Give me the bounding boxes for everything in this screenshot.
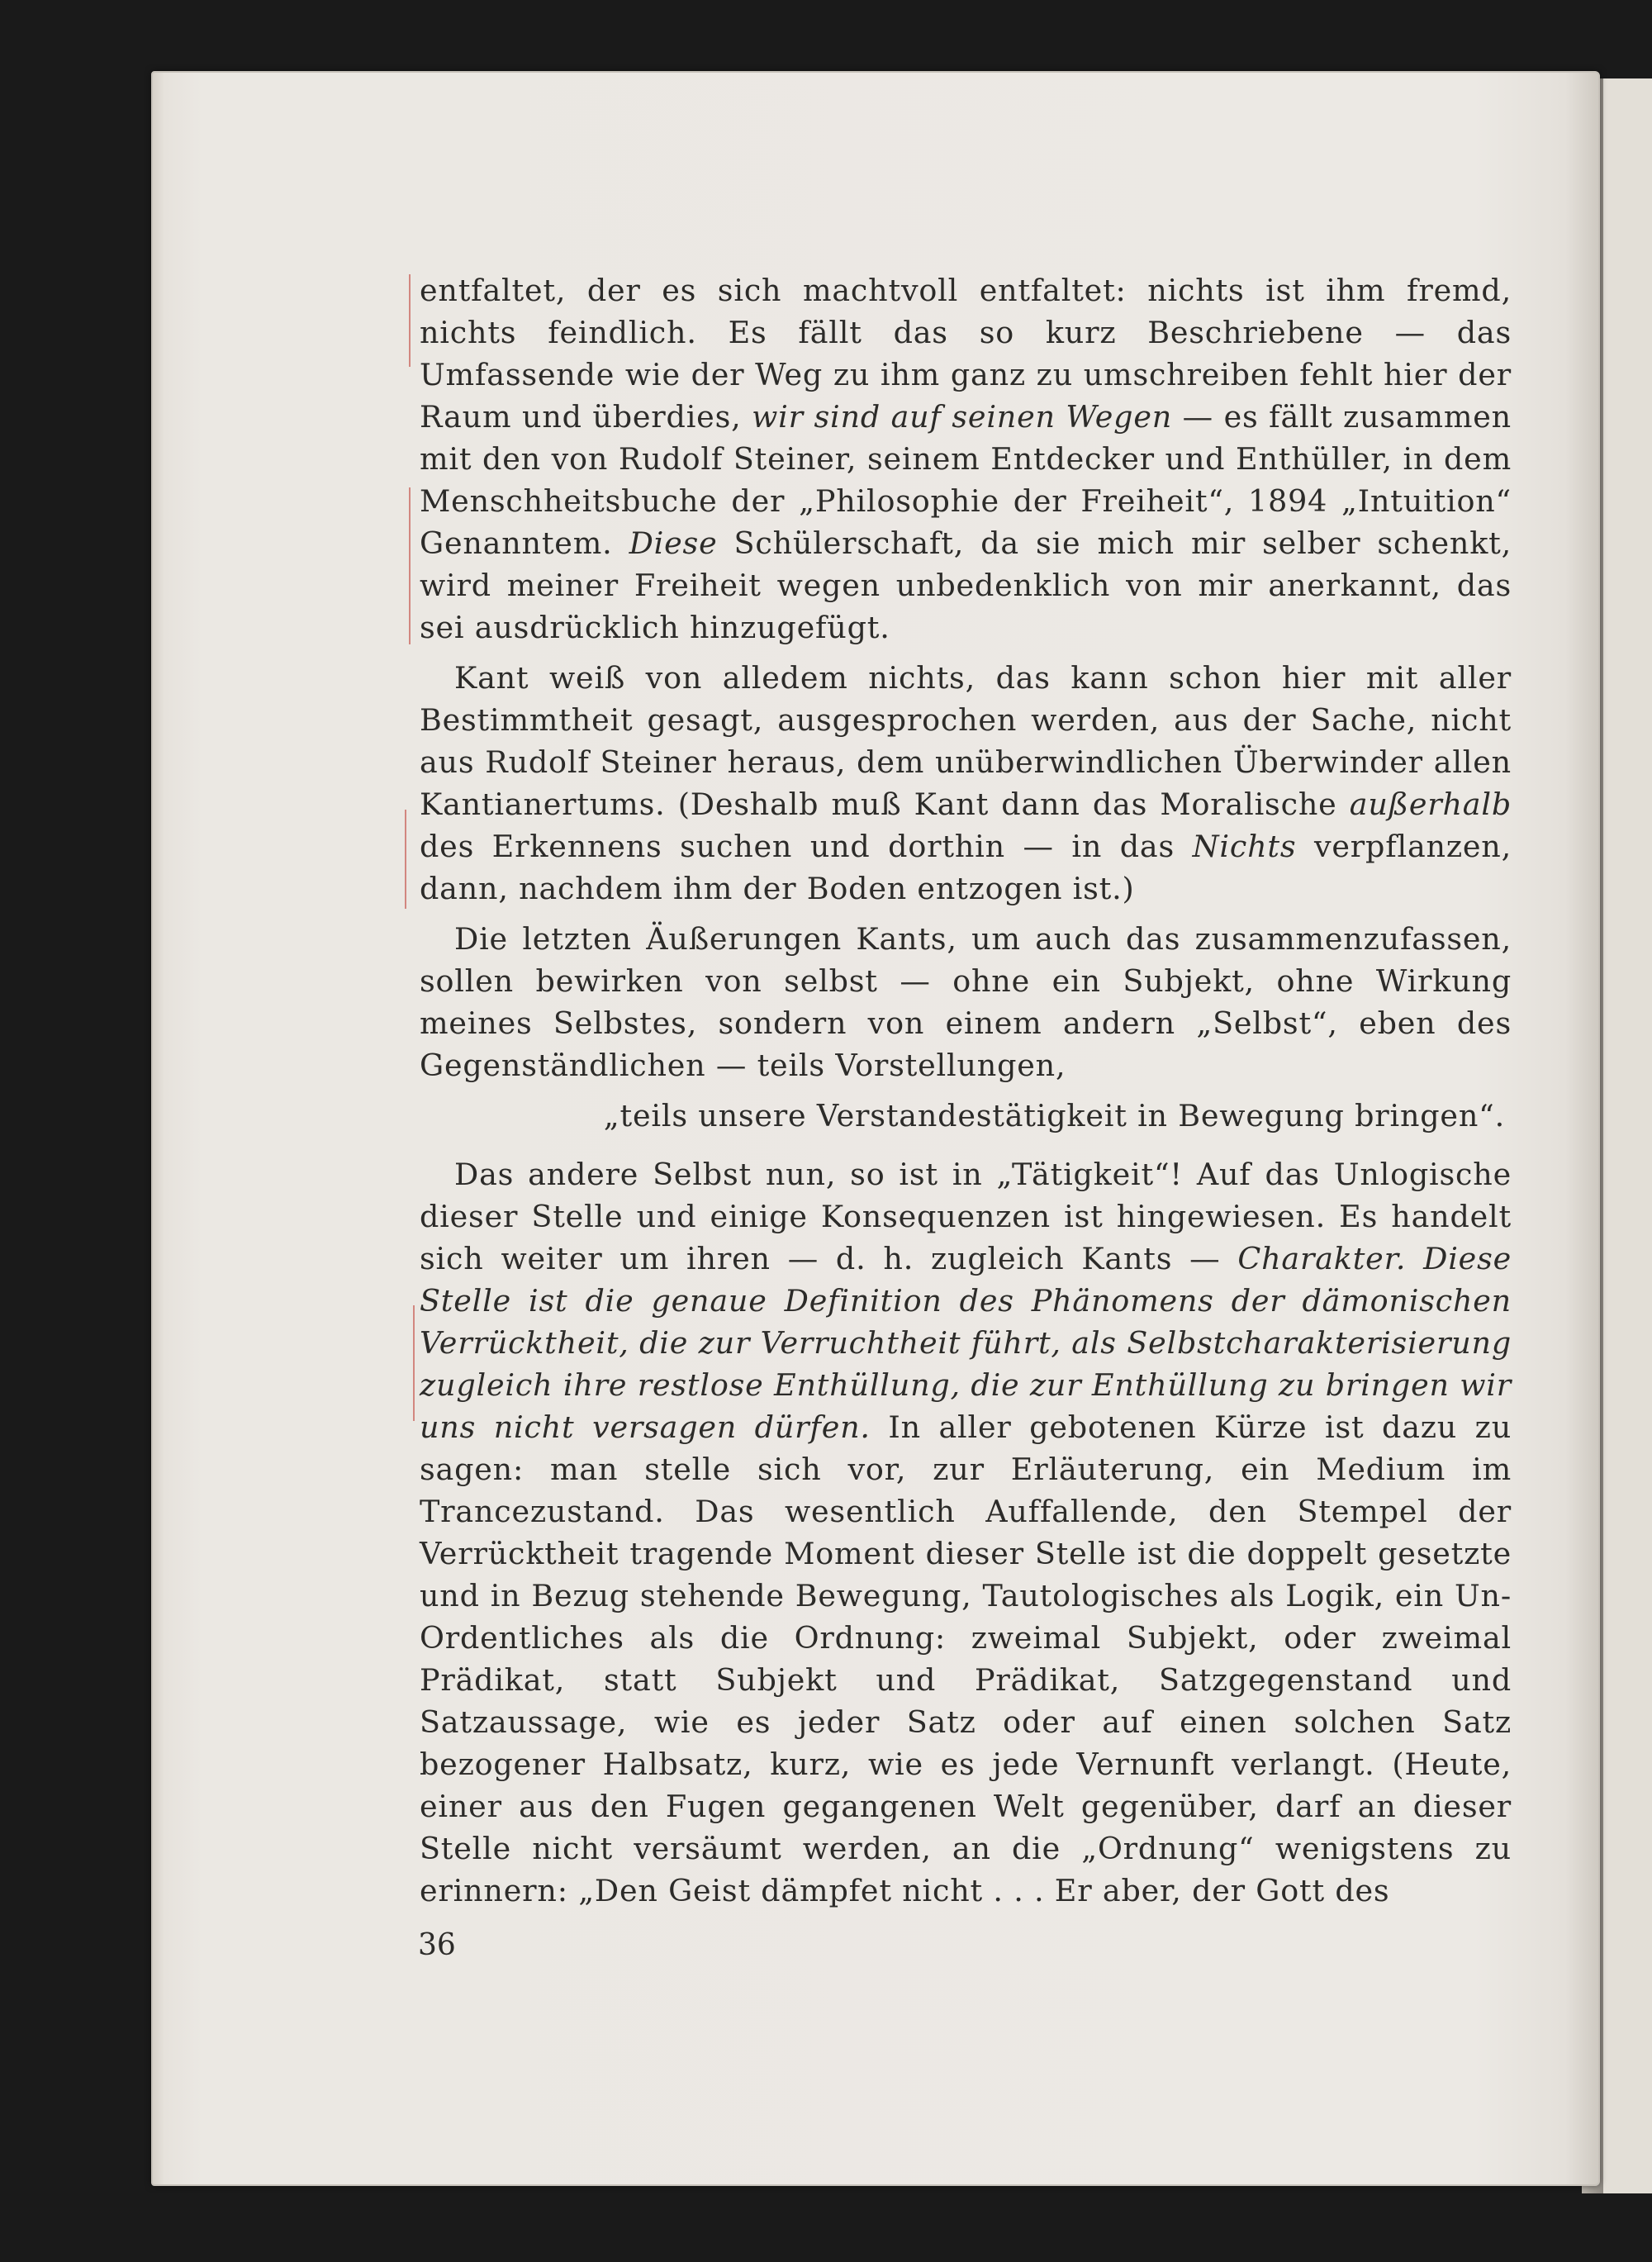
text-run: „teils unsere Verstandestätigkeit in Bewegung bringen“.	[603, 1098, 1505, 1133]
text-run: Das andere Selbst nun, so ist in „Tätigkeit“! Auf das Unlogische dieser Stelle und einige Konsequenzen ist hingewiesen. Es handelt sich weiter um ihren — d. h. zugleich Kants —	[420, 1157, 1512, 1276]
paragraph	[420, 269, 1512, 649]
emphasis-text: Nichts	[1192, 829, 1297, 864]
text-run: In aller gebotenen Kürze ist dazu zu sagen: man stelle sich vor, zur Erläuterung, ein Medium im Trancezustand. Das wesentlich Auffallende, den Stempel der Verrücktheit tragende Moment dieser Stelle ist die doppelt gesetzte und in Bezug stehende Bewegung, Tautologisches als Logik, ein Un-Ordentliches als die Ordnung: zweimal Subjekt, oder zweimal Prädikat, statt Subjekt und Prädikat, Satzgegenstand und Satzaussage, wie es jeder Satz oder auf einen solchen Satz bezogener Halbsatz, kurz, wie es jede Vernunft verlangt. (Heute, einer aus den Fugen gegangenen Welt gegenüber, darf an dieser Stelle nicht versäumt werden, an die „Ordnung“ wenigstens zu erinnern: „Den Geist dämpfet nicht . . . Er aber, der Gott des	[420, 1409, 1512, 1908]
text-run: Die letzten Äußerungen Kants, um auch das zusammenzufassen, sollen bewirken von selbst — ohne ein Subjekt, ohne Wirkung meines Selbstes, sondern von einem andern „Selbst“, eben des Gegenständlichen — teils Vorstellungen,	[420, 921, 1512, 1083]
text-run: Kant weiß von alledem nichts, das kann schon hier mit aller Bestimmtheit gesagt, ausgesprochen werden, aus der Sache, nicht aus Rudolf Steiner heraus, dem unüberwindlichen Überwinder allen Kantianertums. (Deshalb muß Kant dann das Moralische	[420, 660, 1512, 822]
text-run: verpflanzen, dann, nachdem ihm der Boden entzogen ist.)	[420, 829, 1512, 906]
emphasis-text: wir sind auf seinen Wegen	[752, 399, 1173, 435]
text-run: entfaltet, der es sich machtvoll entfaltet: nichts ist ihm fremd, nichts feindlich. Es fällt das so kurz Beschriebene — das Umfassende wie der Weg zu ihm ganz zu umschreiben fehlt hier der Raum und überdies,	[420, 273, 1512, 435]
margin-pencil-mark	[409, 487, 411, 644]
page-number: 36	[418, 1928, 456, 1962]
margin-pencil-mark	[409, 274, 411, 367]
paragraph	[420, 657, 1512, 910]
paragraph	[420, 918, 1512, 1086]
block-quote	[420, 1095, 1512, 1137]
facing-page-edge	[1598, 78, 1652, 2193]
text-run: des Erkennens suchen und dorthin — in das	[420, 829, 1193, 864]
emphasis-text: Charakter. Diese Stelle ist die genaue Definition des Phänomens der dämonischen Verrücktheit, die zur Verruchtheit führt, als Selbstcharakterisierung zugleich ihre restlose Enthüllung, die zur Enthüllung zu bringen wir uns nicht versagen dürfen.	[420, 1241, 1512, 1445]
paragraph	[420, 1153, 1512, 1912]
margin-pencil-mark	[413, 1305, 415, 1421]
emphasis-text: Diese	[629, 525, 718, 561]
margin-pencil-mark	[405, 810, 406, 909]
emphasis-text: außerhalb	[1349, 786, 1512, 822]
text-run: Schülerschaft, da sie mich mir selber schenkt, wird meiner Freiheit wegen unbedenklich von mir anerkannt, das sei ausdrücklich hinzugefügt.	[420, 525, 1512, 645]
text-run: — es fällt zusammen mit den von Rudolf Steiner, seinem Entdecker und Enthüller, in dem Menschheitsbuche der „Philosophie der Freiheit“, 1894 „Intuition“ Genanntem.	[420, 399, 1512, 561]
body-text	[420, 269, 1512, 1912]
